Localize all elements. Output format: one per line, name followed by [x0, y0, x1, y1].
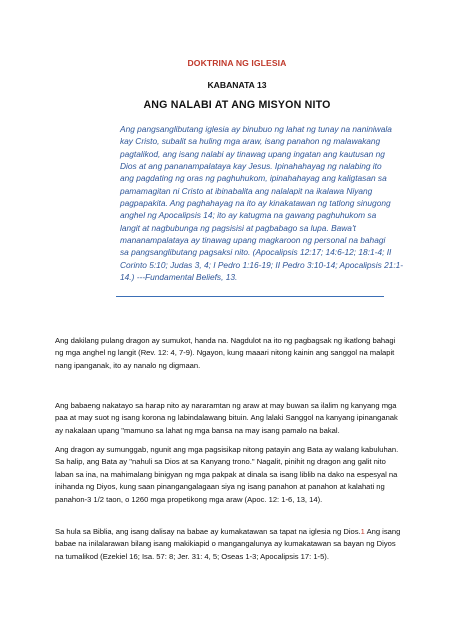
paragraph-woman — [55, 400, 427, 437]
footnote-marker[interactable]: 1 — [360, 527, 365, 536]
paragraph-text: Sa hula sa Biblia, ang isang dalisay na babae ay kumakatawan sa tapat na iglesia ng Dios. — [55, 527, 361, 536]
quote-line: pamamagitan ni Cristo at ibinabalita ang nalalapit na ikalawa Niyang — [120, 185, 373, 196]
paragraph-line: Ang dragon ay sumunggab, ngunit ang mga pagsisikap nitong patayin ang Bata ay walang kabuluhan. — [55, 445, 399, 454]
page-title: ANG NALABI AT ANG MISYON NITO — [143, 99, 331, 111]
quote-line: pagtalikod, ang isang nalabi ay tinawag upang ingatan ang kautusan ng — [120, 148, 385, 159]
paragraph-text: Ang isang — [364, 527, 401, 536]
quote-line: Dios at ang pananampalataya kay Jesus. Ipinahahayag ng nalabing ito — [120, 161, 382, 172]
quote-line: ang pagdating ng oras ng paghuhukom, ipinahahayag ang kaligtasan sa — [120, 173, 387, 184]
quote-line: anghel ng Apocalipsis 14; ito ay katugma na gawang paghuhukom sa — [120, 210, 377, 221]
quote-line: pagpapakita. Ang paghahayag na ito ay kinakatawan ng tatlong sinugong — [120, 198, 391, 209]
paragraph-line: ng mga anghel ng langit (Rev. 12: 4, 7-9). Ngayon, kung maaari nitong kainin ang sanggol na malapit — [55, 348, 395, 358]
quote-line: mananampalataya ay tinawag upang magkaroon ng personal na bahagi — [120, 235, 386, 246]
chapter-label: KABANATA 13 — [207, 80, 267, 90]
doc-label: DOKTRINA NG IGLESIA — [187, 58, 287, 68]
quote-line: Corinto 5:10; Judas 3, 4; I Pedro 1:16-19; II Pedro 3:10-14; Apocalipsis 21:1- — [120, 259, 404, 270]
paragraph-line: Ang babaeng nakatayo sa harap nito ay nararamtan ng araw at may buwan sa ilalim ng kanyang mga — [55, 401, 397, 410]
paragraph-line — [55, 526, 427, 538]
paragraph-line: Ang dakilang pulang dragon ay sumukot, handa na. Nagdulot na ito ng pagbagsak ng ikatlong bahagi — [55, 336, 396, 345]
quote-line: 14.) ---Fundamental Beliefs, 13. — [120, 272, 238, 283]
fundamental-belief-quote — [120, 123, 404, 283]
paragraph-line: Sa halip, ang Bata ay "nahuli sa Dios at sa Kanyang trono." Nagalit, pinihit ng dragon ang galit nito — [55, 457, 386, 467]
paragraph-line: laban sa ina, na mahimalang binigyan ng mga pakpak at dinala sa isang liblib na dako na espesyal na — [55, 469, 398, 479]
quote-line: sa pangsanglibutang pagsaksi nito. (Apocalipsis 12:17; 14:6-12; 18:1-4; II — [120, 247, 392, 258]
quote-line: langit at nagbubunga ng pagsisisi at pagbabago sa lupa. Bawa't — [120, 222, 356, 233]
quote-line: Ang pangsanglibutang iglesia ay binubuo ng lahat ng tunay na naniniwala — [120, 124, 392, 134]
quote-line: kay Cristo, subalit sa huling mga araw, isang panahon ng malawakang — [120, 136, 381, 147]
paragraph-dragon — [55, 335, 427, 372]
paragraph-line: paa at may suot ng isang korona ng labindalawang bituin. Ang lalaki Sanggol na kanyang ipinanganak — [55, 413, 398, 423]
paragraph-line: nang ipanganak, ito ay nanalo ng digmaan. — [55, 360, 201, 370]
paragraph-prophecy — [55, 526, 427, 563]
quote-divider — [116, 296, 384, 297]
paragraph-line: inihanda ng Diyos, kung saan pinangangalagaan siya ng isang panahon at panahon at kalahati ng — [55, 482, 385, 492]
paragraph-line: na tumalikod (Ezekiel 16; Isa. 57: 8; Jer. 31: 4, 5; Oseas 1-3; Apocalipsis 17: 1-5). — [55, 551, 329, 561]
paragraph-line: babae na inilalarawan bilang isang makikiapid o mangangalunya ay kumakatawan sa bayan ng Diyos — [55, 539, 396, 549]
paragraph-line: panahon-3 1/2 taon, o 1260 mga propetikong mga araw (Apoc. 12: 1-6, 13, 14). — [55, 494, 323, 504]
paragraph-child — [55, 444, 427, 506]
paragraph-line: ay nakalaan upang "mamuno sa lahat ng mga bansa na may isang pamalo na bakal. — [55, 425, 340, 435]
